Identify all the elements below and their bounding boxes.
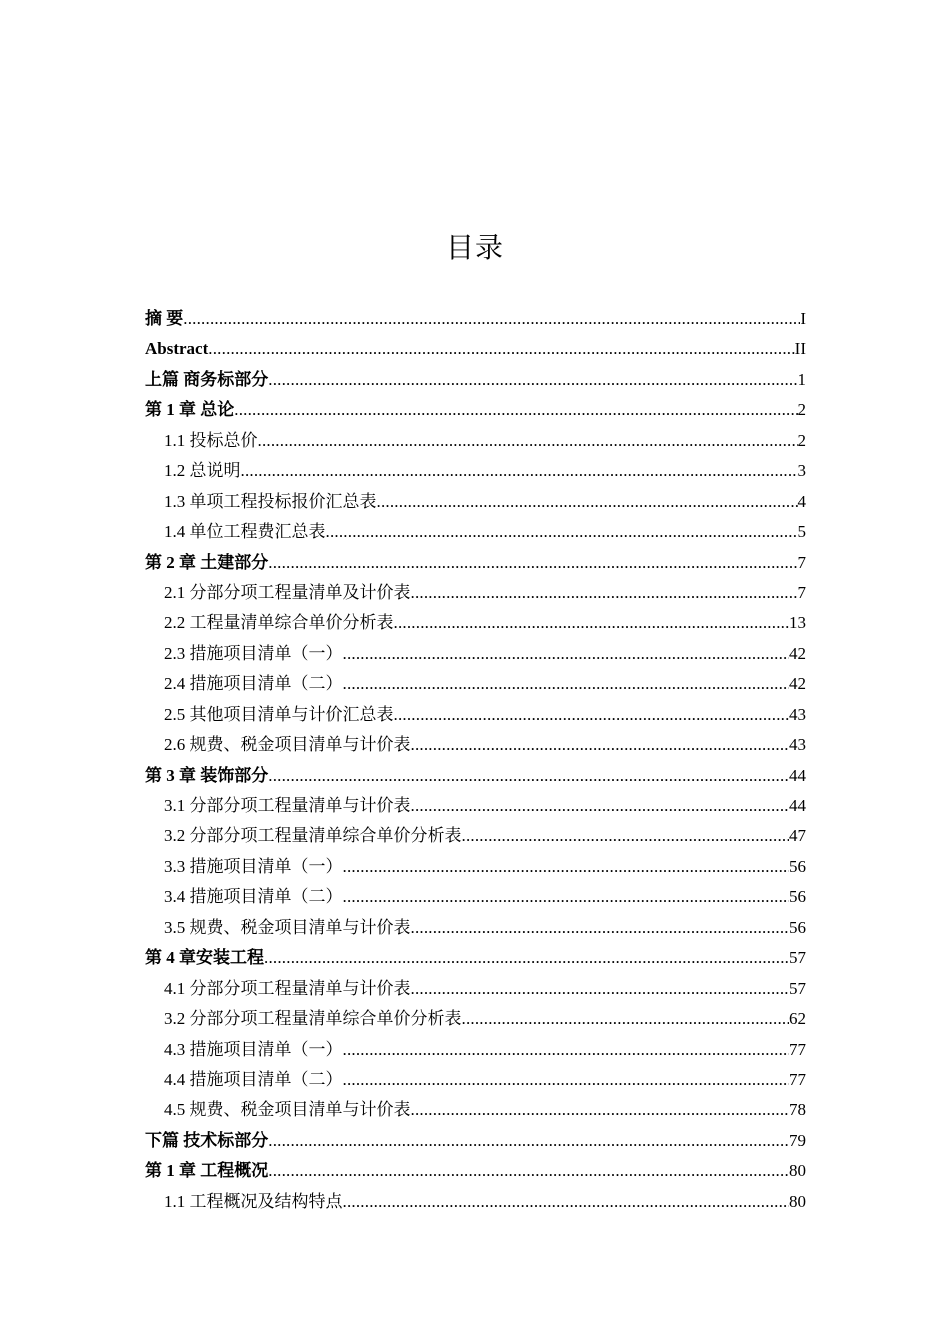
toc-entry-title: 1.2 总说明	[164, 461, 241, 481]
toc-entry-chapter[interactable]	[145, 1126, 806, 1156]
toc-dot-leader	[234, 395, 797, 425]
toc-entry-title: 2.2 工程量清单综合单价分析表	[164, 613, 394, 633]
toc-entry-section[interactable]	[145, 821, 806, 851]
toc-list	[145, 304, 806, 1217]
toc-entry-title: 2.1 分部分项工程量清单及计价表	[164, 582, 411, 602]
toc-entry-title: 3.2 分部分项工程量清单综合单价分析表	[164, 826, 462, 846]
toc-page-number: I	[800, 309, 806, 328]
toc-dot-leader	[268, 548, 797, 578]
toc-entry-title: 第 1 章 总论	[145, 400, 235, 420]
toc-dot-leader	[462, 821, 790, 851]
toc-entry-title: 3.4 措施项目清单（二）	[164, 887, 343, 907]
toc-entry-section[interactable]	[145, 1004, 806, 1034]
toc-entry-title: 摘 要	[145, 309, 184, 328]
toc-page-number: 62	[789, 1009, 806, 1029]
toc-page-number: 77	[789, 1069, 806, 1089]
toc-dot-leader	[258, 426, 798, 456]
toc-page-number: 56	[789, 856, 806, 876]
toc-entry-title: 1.3 单项工程投标报价汇总表	[164, 491, 377, 511]
toc-dot-leader	[462, 1004, 790, 1034]
toc-page-number: 3	[797, 461, 806, 481]
toc-entry-title: 3.3 措施项目清单（一）	[164, 856, 343, 876]
toc-page-number: 2	[797, 430, 806, 450]
toc-page-number: 56	[789, 887, 806, 907]
toc-entry-section[interactable]	[145, 852, 806, 882]
toc-page-number: 5	[797, 522, 806, 542]
toc-entry-section[interactable]	[145, 882, 806, 912]
toc-dot-leader	[343, 882, 790, 912]
toc-dot-leader	[411, 578, 798, 608]
toc-dot-leader	[268, 761, 789, 791]
toc-page-number: 78	[789, 1100, 806, 1120]
toc-entry-section[interactable]	[145, 639, 806, 669]
toc-page-number: 44	[789, 796, 806, 815]
toc-entry-section[interactable]	[145, 1095, 806, 1125]
toc-entry-chapter[interactable]	[145, 761, 806, 791]
toc-dot-leader	[343, 669, 790, 699]
toc-dot-leader	[264, 943, 789, 973]
toc-page-number: 57	[789, 978, 806, 998]
toc-entry-title: 4.4 措施项目清单（二）	[164, 1069, 343, 1089]
toc-dot-leader	[183, 304, 800, 334]
toc-entry-title: 第 4 章安装工程	[145, 948, 264, 968]
toc-entry-title: 第 1 章 工程概况	[145, 1161, 269, 1181]
toc-dot-leader	[268, 365, 797, 395]
toc-entry-chapter[interactable]	[145, 548, 806, 578]
toc-dot-leader	[377, 487, 798, 517]
toc-page-number: 77	[789, 1039, 806, 1059]
toc-entry-section[interactable]	[145, 974, 806, 1004]
toc-page-number: 57	[789, 948, 806, 968]
toc-dot-leader	[411, 730, 790, 760]
toc-entry-title: 3.1 分部分项工程量清单与计价表	[164, 796, 411, 815]
toc-entry-title: 1.4 单位工程费汇总表	[164, 522, 326, 542]
toc-entry-title: 1.1 投标总价	[164, 430, 258, 450]
toc-entry-section[interactable]	[145, 608, 806, 638]
toc-entry-title: 下篇 技术标部分	[145, 1130, 269, 1150]
toc-dot-leader	[343, 639, 790, 669]
toc-entry-chapter[interactable]	[145, 334, 806, 364]
toc-entry-section[interactable]	[145, 1065, 806, 1095]
toc-page-number: 4	[797, 491, 806, 511]
toc-entry-title: 2.4 措施项目清单（二）	[164, 674, 343, 694]
toc-dot-leader	[326, 517, 798, 547]
toc-dot-leader	[394, 608, 790, 638]
toc-entry-chapter[interactable]	[145, 395, 806, 425]
toc-entry-title: 1.1 工程概况及结构特点	[164, 1191, 343, 1211]
toc-entry-section[interactable]	[145, 1187, 806, 1217]
toc-dot-leader	[343, 1035, 790, 1065]
toc-entry-section[interactable]	[145, 426, 806, 456]
toc-entry-section[interactable]	[145, 669, 806, 699]
toc-entry-title: Abstract	[145, 339, 209, 359]
toc-entry-title: 2.3 措施项目清单（一）	[164, 643, 343, 663]
toc-dot-leader	[268, 1126, 789, 1156]
toc-entry-section[interactable]	[145, 730, 806, 760]
toc-entry-section[interactable]	[145, 456, 806, 486]
toc-page-number: 43	[789, 735, 806, 755]
toc-page-number: 80	[789, 1191, 806, 1211]
toc-dot-leader	[411, 1095, 790, 1125]
toc-entry-title: 第 2 章 土建部分	[145, 552, 269, 572]
toc-entry-title: 2.6 规费、税金项目清单与计价表	[164, 735, 411, 755]
toc-dot-leader	[241, 456, 798, 486]
toc-entry-title: 3.5 规费、税金项目清单与计价表	[164, 917, 411, 937]
toc-entry-chapter[interactable]	[145, 304, 806, 334]
toc-dot-leader	[411, 913, 790, 943]
toc-entry-title: 3.2 分部分项工程量清单综合单价分析表	[164, 1009, 462, 1029]
toc-entry-title: 第 3 章 装饰部分	[145, 765, 269, 785]
toc-entry-section[interactable]	[145, 700, 806, 730]
toc-entry-section[interactable]	[145, 487, 806, 517]
toc-page-number: 47	[789, 826, 806, 846]
toc-entry-section[interactable]	[145, 578, 806, 608]
toc-page-number: 80	[789, 1161, 806, 1181]
toc-entry-section[interactable]	[145, 517, 806, 547]
toc-dot-leader	[411, 974, 790, 1004]
toc-entry-section[interactable]	[145, 1035, 806, 1065]
toc-page-number: 7	[797, 552, 806, 572]
toc-page-number: 2	[797, 400, 806, 420]
toc-entry-title: 4.1 分部分项工程量清单与计价表	[164, 978, 411, 998]
toc-page-number: 7	[797, 582, 806, 602]
toc-title: 目录	[445, 231, 504, 264]
toc-dot-leader	[268, 1156, 789, 1186]
toc-page-number: II	[794, 339, 806, 359]
toc-page-number: 44	[789, 765, 806, 785]
toc-entry-chapter[interactable]	[145, 365, 806, 395]
toc-entry-title: 4.3 措施项目清单（一）	[164, 1039, 343, 1059]
toc-page-number: 79	[789, 1130, 806, 1150]
toc-page-number: 56	[789, 917, 806, 937]
toc-entry-title: 4.5 规费、税金项目清单与计价表	[164, 1100, 411, 1120]
toc-dot-leader	[394, 700, 790, 730]
toc-page-number: 42	[789, 674, 806, 694]
toc-entry-title: 2.5 其他项目清单与计价汇总表	[164, 704, 394, 724]
toc-page-number: 43	[789, 704, 806, 724]
toc-dot-leader	[411, 791, 790, 821]
toc-dot-leader	[343, 852, 790, 882]
toc-entry-title: 上篇 商务标部分	[145, 369, 269, 389]
toc-dot-leader	[343, 1187, 790, 1217]
toc-page-number: 1	[797, 369, 806, 389]
toc-entry-section[interactable]	[145, 913, 806, 943]
toc-dot-leader	[343, 1065, 790, 1095]
toc-entry-chapter[interactable]	[145, 943, 806, 973]
toc-page-number: 42	[789, 643, 806, 663]
toc-entry-chapter[interactable]	[145, 1156, 806, 1186]
toc-dot-leader	[208, 334, 794, 364]
toc-page-number: 13	[789, 613, 806, 633]
toc-entry-section[interactable]	[145, 791, 806, 821]
